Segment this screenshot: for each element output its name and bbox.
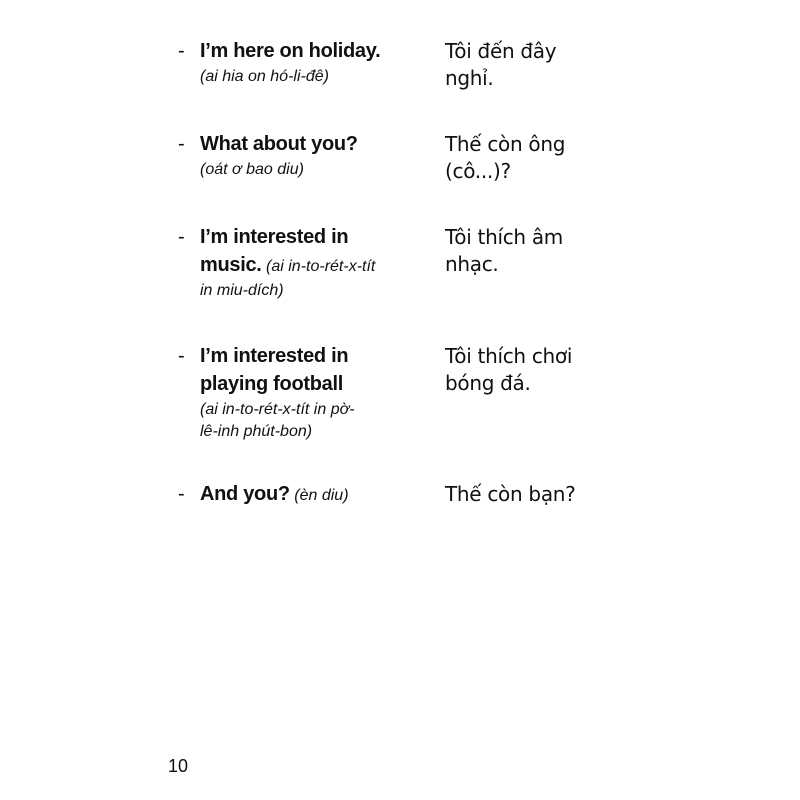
vietnamese-translation: Thế còn bạn?	[445, 482, 576, 506]
english-phrase-line2: music.	[200, 254, 262, 276]
entry-dash: -	[178, 40, 185, 62]
english-phrase-line1: I’m interested in	[200, 226, 349, 248]
english-phrase-line2: playing football	[200, 373, 343, 395]
english-phrase: I’m here on holiday.	[200, 40, 381, 62]
english-phrase: What about you?	[200, 133, 358, 155]
pronunciation: (oát ơ bao diu)	[200, 161, 304, 178]
english-phrase: And you?	[200, 483, 290, 505]
page-number: 10	[168, 756, 189, 776]
vietnamese-translation: Tôi thích chơi bóng đá.	[445, 344, 573, 395]
pronunciation-line1: (ai in-to-rét-x-tít in pờ-	[200, 401, 355, 418]
vietnamese-translation: Thế còn ông (cô...)?	[445, 132, 566, 183]
english-phrase-line1: I’m interested in	[200, 345, 349, 367]
english-column	[200, 38, 425, 88]
english-column	[200, 131, 425, 181]
pronunciation-line2: lê-inh phút-bon)	[200, 423, 313, 440]
pronunciation-line2: in miu-dích)	[200, 282, 284, 299]
pronunciation: (èn diu)	[294, 487, 349, 504]
entry-dash: -	[178, 226, 185, 248]
english-column	[200, 481, 425, 509]
vietnamese-translation: Tôi thích âm nhạc.	[445, 225, 563, 276]
pronunciation: (ai hia on hó-li-đê)	[200, 68, 329, 85]
vietnamese-translation: Tôi đến đây nghỉ.	[445, 39, 557, 90]
entry-dash: -	[178, 133, 185, 155]
pronunciation-inline: (ai in-to-rét-x-tít	[266, 258, 376, 275]
entry-dash: -	[178, 483, 185, 505]
english-column	[200, 224, 425, 302]
english-column	[200, 343, 425, 443]
entry-dash: -	[178, 345, 185, 367]
